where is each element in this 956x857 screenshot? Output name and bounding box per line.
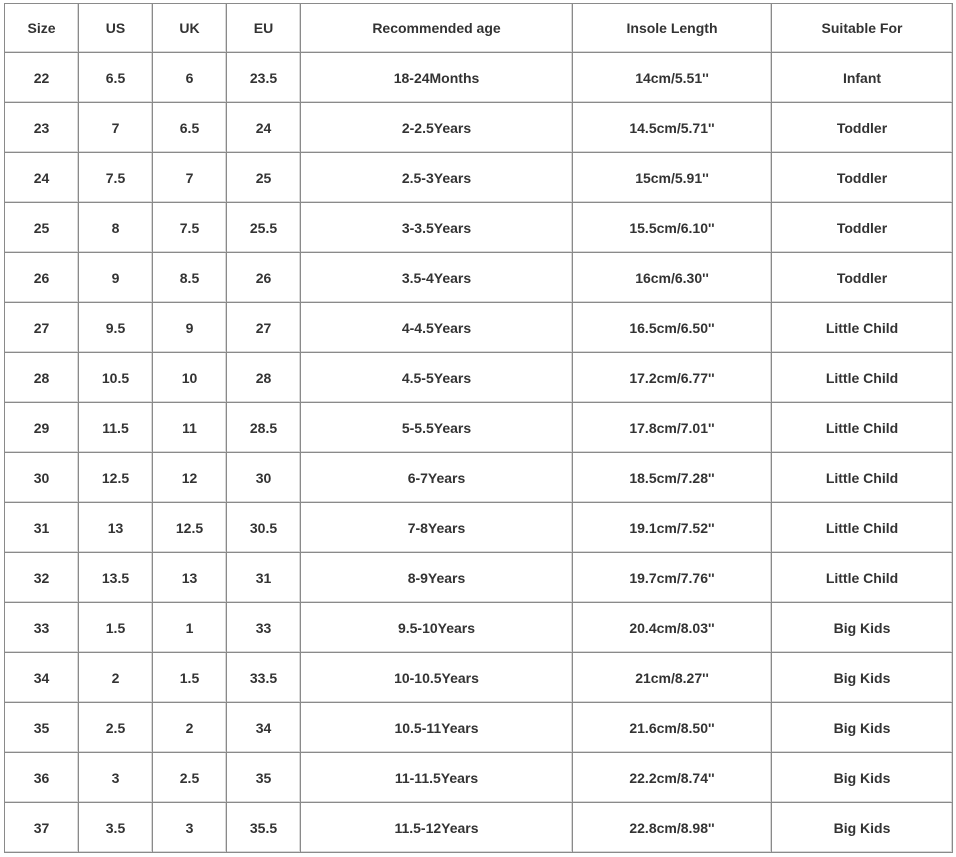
cell-suitable-for: Toddler	[772, 253, 953, 303]
cell-uk: 11	[153, 403, 227, 453]
table-row	[5, 553, 953, 603]
table-row	[5, 253, 953, 303]
cell-eu: 28.5	[227, 403, 301, 453]
table-row	[5, 653, 953, 703]
cell-insole-length: 19.1cm/7.52''	[573, 503, 772, 553]
cell-eu: 33.5	[227, 653, 301, 703]
cell-insole-length: 14.5cm/5.71''	[573, 103, 772, 153]
cell-uk: 13	[153, 553, 227, 603]
cell-recommended-age: 5-5.5Years	[301, 403, 573, 453]
cell-suitable-for: Little Child	[772, 353, 953, 403]
cell-us: 7.5	[79, 153, 153, 203]
cell-size: 26	[5, 253, 79, 303]
cell-suitable-for: Little Child	[772, 453, 953, 503]
table-row	[5, 603, 953, 653]
cell-us: 1.5	[79, 603, 153, 653]
table-row	[5, 803, 953, 853]
cell-eu: 27	[227, 303, 301, 353]
cell-size: 22	[5, 53, 79, 103]
table-row	[5, 353, 953, 403]
table-row	[5, 103, 953, 153]
cell-eu: 31	[227, 553, 301, 603]
cell-us: 3	[79, 753, 153, 803]
cell-uk: 7.5	[153, 203, 227, 253]
cell-uk: 10	[153, 353, 227, 403]
cell-uk: 1	[153, 603, 227, 653]
table-row	[5, 203, 953, 253]
cell-size: 37	[5, 803, 79, 853]
cell-uk: 6	[153, 53, 227, 103]
cell-suitable-for: Toddler	[772, 153, 953, 203]
cell-eu: 34	[227, 703, 301, 753]
header-row	[5, 4, 953, 53]
cell-insole-length: 16cm/6.30''	[573, 253, 772, 303]
cell-eu: 33	[227, 603, 301, 653]
cell-recommended-age: 9.5-10Years	[301, 603, 573, 653]
cell-recommended-age: 8-9Years	[301, 553, 573, 603]
table-row	[5, 453, 953, 503]
cell-us: 9	[79, 253, 153, 303]
table-row	[5, 303, 953, 353]
cell-us: 8	[79, 203, 153, 253]
cell-recommended-age: 7-8Years	[301, 503, 573, 553]
header-us: US	[79, 4, 153, 53]
header-eu: EU	[227, 4, 301, 53]
cell-us: 13.5	[79, 553, 153, 603]
cell-size: 28	[5, 353, 79, 403]
cell-insole-length: 16.5cm/6.50''	[573, 303, 772, 353]
cell-suitable-for: Big Kids	[772, 603, 953, 653]
cell-uk: 7	[153, 153, 227, 203]
cell-suitable-for: Big Kids	[772, 753, 953, 803]
cell-us: 2.5	[79, 703, 153, 753]
cell-insole-length: 20.4cm/8.03''	[573, 603, 772, 653]
table-row	[5, 153, 953, 203]
cell-size: 33	[5, 603, 79, 653]
cell-size: 24	[5, 153, 79, 203]
cell-size: 36	[5, 753, 79, 803]
cell-uk: 3	[153, 803, 227, 853]
cell-recommended-age: 18-24Months	[301, 53, 573, 103]
size-chart-table	[4, 3, 953, 853]
cell-uk: 12.5	[153, 503, 227, 553]
cell-uk: 1.5	[153, 653, 227, 703]
cell-size: 25	[5, 203, 79, 253]
cell-uk: 2.5	[153, 753, 227, 803]
cell-recommended-age: 4.5-5Years	[301, 353, 573, 403]
cell-recommended-age: 4-4.5Years	[301, 303, 573, 353]
cell-insole-length: 19.7cm/7.76''	[573, 553, 772, 603]
table-row	[5, 503, 953, 553]
cell-recommended-age: 11.5-12Years	[301, 803, 573, 853]
table-body	[5, 53, 953, 853]
header-size: Size	[5, 4, 79, 53]
cell-suitable-for: Big Kids	[772, 703, 953, 753]
cell-insole-length: 21cm/8.27''	[573, 653, 772, 703]
cell-recommended-age: 11-11.5Years	[301, 753, 573, 803]
cell-eu: 23.5	[227, 53, 301, 103]
cell-size: 29	[5, 403, 79, 453]
cell-eu: 30	[227, 453, 301, 503]
cell-insole-length: 15cm/5.91''	[573, 153, 772, 203]
cell-us: 3.5	[79, 803, 153, 853]
cell-uk: 6.5	[153, 103, 227, 153]
cell-uk: 2	[153, 703, 227, 753]
cell-eu: 28	[227, 353, 301, 403]
cell-suitable-for: Big Kids	[772, 653, 953, 703]
table-row	[5, 703, 953, 753]
table-row	[5, 403, 953, 453]
header-insole-length: Insole Length	[573, 4, 772, 53]
cell-insole-length: 17.2cm/6.77''	[573, 353, 772, 403]
cell-eu: 26	[227, 253, 301, 303]
header-suitable-for: Suitable For	[772, 4, 953, 53]
cell-recommended-age: 2.5-3Years	[301, 153, 573, 203]
cell-suitable-for: Little Child	[772, 303, 953, 353]
cell-us: 6.5	[79, 53, 153, 103]
cell-suitable-for: Toddler	[772, 103, 953, 153]
cell-recommended-age: 3-3.5Years	[301, 203, 573, 253]
cell-eu: 30.5	[227, 503, 301, 553]
cell-recommended-age: 10.5-11Years	[301, 703, 573, 753]
cell-eu: 35.5	[227, 803, 301, 853]
header-recommended-age: Recommended age	[301, 4, 573, 53]
cell-recommended-age: 2-2.5Years	[301, 103, 573, 153]
cell-size: 27	[5, 303, 79, 353]
cell-us: 2	[79, 653, 153, 703]
header-uk: UK	[153, 4, 227, 53]
cell-us: 7	[79, 103, 153, 153]
cell-size: 23	[5, 103, 79, 153]
cell-recommended-age: 10-10.5Years	[301, 653, 573, 703]
cell-uk: 12	[153, 453, 227, 503]
cell-insole-length: 22.2cm/8.74''	[573, 753, 772, 803]
cell-size: 31	[5, 503, 79, 553]
table-row	[5, 53, 953, 103]
cell-insole-length: 21.6cm/8.50''	[573, 703, 772, 753]
cell-insole-length: 14cm/5.51''	[573, 53, 772, 103]
cell-suitable-for: Little Child	[772, 553, 953, 603]
cell-insole-length: 15.5cm/6.10''	[573, 203, 772, 253]
cell-eu: 35	[227, 753, 301, 803]
cell-size: 32	[5, 553, 79, 603]
cell-eu: 25.5	[227, 203, 301, 253]
cell-eu: 25	[227, 153, 301, 203]
cell-suitable-for: Toddler	[772, 203, 953, 253]
cell-insole-length: 17.8cm/7.01''	[573, 403, 772, 453]
cell-us: 13	[79, 503, 153, 553]
cell-us: 10.5	[79, 353, 153, 403]
cell-us: 12.5	[79, 453, 153, 503]
cell-suitable-for: Little Child	[772, 503, 953, 553]
cell-size: 35	[5, 703, 79, 753]
cell-suitable-for: Big Kids	[772, 803, 953, 853]
cell-us: 11.5	[79, 403, 153, 453]
cell-size: 34	[5, 653, 79, 703]
cell-suitable-for: Little Child	[772, 403, 953, 453]
cell-uk: 8.5	[153, 253, 227, 303]
cell-suitable-for: Infant	[772, 53, 953, 103]
cell-size: 30	[5, 453, 79, 503]
cell-us: 9.5	[79, 303, 153, 353]
cell-eu: 24	[227, 103, 301, 153]
cell-insole-length: 22.8cm/8.98''	[573, 803, 772, 853]
cell-recommended-age: 3.5-4Years	[301, 253, 573, 303]
cell-insole-length: 18.5cm/7.28''	[573, 453, 772, 503]
table-row	[5, 753, 953, 803]
cell-recommended-age: 6-7Years	[301, 453, 573, 503]
cell-uk: 9	[153, 303, 227, 353]
